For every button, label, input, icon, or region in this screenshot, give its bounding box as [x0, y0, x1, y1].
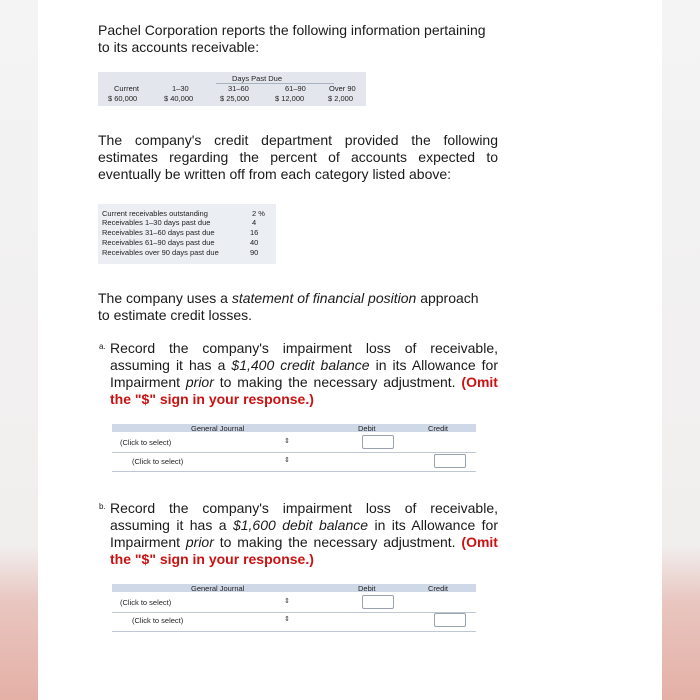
journal-header: General Journal [191, 424, 245, 433]
estimate-label: Receivables 31–60 days past due [102, 228, 215, 237]
estimate-value: 90 [250, 248, 259, 257]
credit-input[interactable] [434, 454, 466, 468]
dropdown-arrow-icon[interactable]: ⇕ [284, 457, 290, 464]
days-past-due-header: Days Past Due [232, 74, 283, 83]
credit-header: Credit [428, 424, 449, 433]
estimate-label: Receivables 1–30 days past due [102, 218, 211, 227]
account-select[interactable]: (Click to select) [132, 457, 184, 466]
question-a-text: Record the company's impairment loss of receivable, assuming it has a $1,400 credit balance in its Allowance for Impairment prior to making the necessary adjustment. (Omit the "$" sign in your response.) [110, 340, 499, 407]
aging-value: $ 12,000 [275, 94, 305, 103]
aging-value: $ 2,000 [328, 94, 354, 103]
aging-col-label: Over 90 [329, 84, 356, 93]
right-margin [662, 0, 700, 700]
aging-value: $ 60,000 [108, 94, 138, 103]
aging-col-label: 1–30 [172, 84, 189, 93]
left-margin [0, 0, 38, 700]
document-page [38, 0, 662, 700]
account-select[interactable]: (Click to select) [120, 438, 172, 447]
question-b-letter: b. [99, 502, 106, 511]
approach-text: The company uses a statement of financial position approach to estimate credit losses. [98, 290, 479, 323]
estimate-label: Current receivables outstanding [102, 209, 208, 218]
aging-col-label: 61–90 [285, 84, 306, 93]
dropdown-arrow-icon[interactable]: ⇕ [284, 598, 290, 605]
account-select[interactable]: (Click to select) [120, 598, 172, 607]
credit-input[interactable] [434, 613, 466, 627]
debit-header: Debit [358, 424, 376, 433]
estimate-value: 16 [250, 228, 259, 237]
estimate-value: 2 % [252, 209, 265, 218]
credit-header: Credit [428, 584, 449, 593]
debit-input[interactable] [362, 595, 394, 609]
dropdown-arrow-icon[interactable]: ⇕ [284, 616, 290, 623]
journal-header: General Journal [191, 584, 245, 593]
aging-value: $ 40,000 [164, 94, 194, 103]
estimate-value: 40 [250, 238, 259, 247]
estimate-label: Receivables over 90 days past due [102, 248, 219, 257]
debit-header: Debit [358, 584, 376, 593]
aging-value: $ 25,000 [220, 94, 250, 103]
debit-input[interactable] [362, 435, 394, 449]
estimate-label: Receivables 61–90 days past due [102, 238, 215, 247]
estimate-value: 4 [252, 218, 257, 227]
estimates-text: The company's credit department provided the following estimates regarding the percent of accounts expected to eventually be written off from each category listed above: [98, 132, 498, 182]
intro-text: Pachel Corporation reports the following information pertaining to its accounts receivable: [98, 22, 486, 55]
aging-col-label: Current [114, 84, 140, 93]
question-b-text: Record the company's impairment loss of receivable, assuming it has a $1,600 debit balance in its Allowance for Impairment prior to making the necessary adjustment. (Omit the "$" sign in your response.) [110, 500, 498, 567]
dropdown-arrow-icon[interactable]: ⇕ [284, 438, 290, 445]
aging-col-label: 31–60 [228, 84, 249, 93]
question-a-letter: a. [99, 342, 106, 351]
account-select[interactable]: (Click to select) [132, 616, 184, 625]
